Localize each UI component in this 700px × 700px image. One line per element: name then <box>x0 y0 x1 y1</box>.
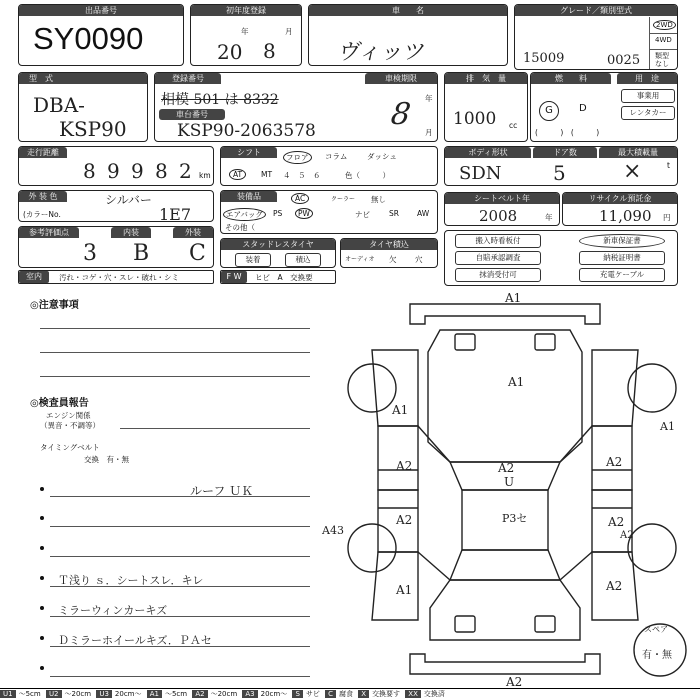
exterior-label: 外装 <box>173 227 213 238</box>
left-front-door <box>378 426 418 490</box>
yen-unit: 円 <box>663 213 671 222</box>
fw-label: F W <box>221 271 247 283</box>
rear-bumper <box>410 654 600 674</box>
timing-label: タイミングベルト <box>40 443 100 452</box>
registration-box <box>154 72 438 142</box>
interior-notes: 汚れ・コゲ・穴・スレ・破れ・シミ <box>59 273 179 282</box>
grade-code-2: 0025 <box>607 53 641 68</box>
legend-u2: U2 <box>46 690 62 698</box>
month-unit: 月 <box>285 27 293 36</box>
legend-a3: A3 <box>242 690 257 698</box>
doors-value: 5 <box>553 161 566 185</box>
use-rental: レンタカー <box>621 106 675 120</box>
spare-label: スペア <box>644 625 668 634</box>
seatbelt-label: シートベルト年 <box>445 193 559 204</box>
studless-box <box>220 238 336 268</box>
hood <box>428 330 582 462</box>
trunk <box>430 580 580 640</box>
tire-missing: 欠 <box>389 255 397 264</box>
fuel-d: D <box>579 103 587 114</box>
mark-left-front-door: A2 <box>396 459 413 473</box>
color-code: 1E7 <box>159 205 192 224</box>
note-item-1: ルーフ ＵＫ <box>190 484 254 498</box>
seatbelt-year-unit: 年 <box>545 213 553 222</box>
studless-mounted: 装着 <box>235 253 271 267</box>
interior-label: 内装 <box>111 227 151 238</box>
shift-floor: フロア <box>283 151 312 164</box>
car-name-box <box>308 4 508 66</box>
legend-u3: U3 <box>96 690 112 698</box>
car-damage-diagram <box>300 290 700 688</box>
right-rear-wheel <box>628 524 676 572</box>
shift-box <box>220 146 438 186</box>
model-label: 型 式 <box>19 73 147 84</box>
mark-hood: A1 <box>508 375 525 389</box>
equip-ps: PS <box>273 209 283 218</box>
car-name-label: 車 名 <box>309 5 507 16</box>
car-name: ヴィッツ <box>335 40 428 65</box>
lot-number-label: 出品番号 <box>19 5 183 16</box>
fuel-g: G <box>539 101 559 121</box>
year-unit: 年 <box>241 27 249 36</box>
mileage-digit-4: 8 <box>155 159 168 183</box>
recycle-box <box>562 192 678 226</box>
equip-navi: ナビ <box>355 210 370 219</box>
note-item-5: Ｄミラーホイールキズ．ＰＡセ <box>58 634 212 647</box>
mileage-digit-2: 9 <box>107 159 120 183</box>
seatbelt-year: 2008 <box>479 207 518 225</box>
rating-value: 3 <box>83 241 97 266</box>
mark-rear-bumper: A2 <box>506 675 523 688</box>
interior-value: B <box>133 241 150 266</box>
legend-x: X <box>358 690 369 698</box>
doc-tax: 納税証明書 <box>579 251 665 265</box>
damage-legend: U1 ～5cm U2 ～20cm U3 20cm～ A1 ～5cm A2 ～20cm A3 20cm～ S サビ C 腐食 X 交換要す XX 交換済 <box>0 688 700 700</box>
model-box <box>18 72 148 142</box>
displacement-value: 1000 <box>453 109 497 129</box>
equip-pw: PW <box>295 208 313 219</box>
front-bumper <box>410 304 600 324</box>
lot-number: SY0090 <box>33 21 144 56</box>
fuel-label: 燃 料 <box>531 73 611 84</box>
registration-plate: 相模 501 は 8332 <box>161 92 279 108</box>
equip-airbag: エアバッグ <box>223 208 266 221</box>
doors-label: ドア数 <box>533 147 597 158</box>
mileage-box <box>18 146 214 186</box>
mark-roof-code: U <box>504 475 515 489</box>
tire-box <box>340 238 438 268</box>
model-line-2: KSP90 <box>59 117 127 141</box>
shift-mt: MT <box>261 170 273 179</box>
doc-charge-cable: 充電ケーブル <box>579 268 665 282</box>
engine-label: エンジン関係 <box>46 411 91 420</box>
mileage-digit-1: 8 <box>83 159 96 183</box>
equip-cooler: クーラー <box>331 196 356 203</box>
mark-right-front-wheel: A1 <box>660 420 675 433</box>
color-box <box>18 190 214 222</box>
exterior-value: C <box>189 241 206 266</box>
color-code-label: (カラーNo. <box>23 210 61 219</box>
first-registration-year: 20 <box>217 40 243 64</box>
doc-warranty: 新車保証書 <box>579 234 665 248</box>
legend-s: S <box>292 690 302 698</box>
color-label: 外 装 色 <box>19 191 67 202</box>
note-item-4: ミラーウィンカーキズ <box>58 604 168 617</box>
inspection-month: 8 <box>385 97 416 132</box>
rating-label: 参考評価点 <box>19 227 79 238</box>
recycle-label: リサイクル預託金 <box>563 193 677 204</box>
shift-column: コラム <box>325 152 348 161</box>
grade-code-1: 15009 <box>523 51 565 66</box>
caution-label: ◎注意事項 <box>30 300 79 311</box>
displacement-box <box>444 72 528 142</box>
fuel-box: 燃 料 用 途 G D ( ) ( ) 事業用 レンタカー <box>530 72 678 142</box>
mark-left-rear-fender: A1 <box>396 583 413 597</box>
mark-right-rear-fender: A2 <box>606 579 623 593</box>
note-item-3: Ｔ浅り ｓ．シートスレ．キレ <box>58 574 204 587</box>
load-unit: t <box>667 161 670 170</box>
drive-2wd: 2WD <box>653 20 676 30</box>
mark-right-rear-door-2: A2 <box>620 530 634 541</box>
doc-signboard: 搬入時看板付 <box>455 234 541 248</box>
equip-aw: AW <box>417 209 430 218</box>
mark-roof: P3セ <box>502 512 528 525</box>
legend-xx: XX <box>405 690 421 698</box>
shift-dash: ダッシュ <box>367 152 397 161</box>
mark-left-rear-wheel: A43 <box>322 524 344 537</box>
rear-window <box>450 550 560 580</box>
studless-label: スタッドレスタイヤ <box>221 239 335 250</box>
displacement-label: 排 気 量 <box>445 73 527 84</box>
mileage-digit-3: 9 <box>131 159 144 183</box>
chassis-label: 車台番号 <box>159 109 225 120</box>
mark-right-rear-door: A2 <box>608 515 625 529</box>
seatbelt-box <box>444 192 560 226</box>
grade-label: グレード／類別型式 <box>515 5 677 16</box>
color-value: シルバー <box>105 193 152 207</box>
left-rear-wheel <box>348 524 396 572</box>
doc-insurance: 自賠承認調査 <box>455 251 541 265</box>
inspection-month-unit: 月 <box>425 128 433 137</box>
spare-value: 有・無 <box>642 650 672 661</box>
fw-notes: ヒビ A 交換要 <box>255 273 313 282</box>
equip-none: 無し <box>371 195 386 204</box>
mark-windshield: A2 <box>498 461 515 475</box>
inspection-year-unit: 年 <box>425 94 433 103</box>
shift-at: AT <box>229 169 246 180</box>
use-business: 事業用 <box>621 89 675 103</box>
model-line-1: DBA- <box>33 93 85 117</box>
legend-a1: A1 <box>147 690 162 698</box>
interior-notes-label: 室内 <box>19 271 49 283</box>
equip-sr: SR <box>389 209 399 218</box>
equip-ac: AC <box>291 193 309 204</box>
chassis-number: KSP90-2063578 <box>177 121 316 141</box>
doc-deregistration: 抹消受付可 <box>455 268 541 282</box>
shift-label: シフト <box>221 147 277 158</box>
legend-u1: U1 <box>0 690 16 698</box>
lot-number-box <box>18 4 184 66</box>
shift-other: 色（ ） <box>345 171 390 180</box>
equip-other: その他（ <box>225 223 255 232</box>
timing-value: 交換 有・無 <box>84 455 129 464</box>
shift-nums: ４ ５ ６ <box>283 171 321 180</box>
documents-box <box>444 230 678 286</box>
body-value: SDN <box>459 163 502 184</box>
body-label: ボディ形状 <box>445 147 531 158</box>
interior-notes-box <box>18 270 214 284</box>
engine-sub: （異音・不調等） <box>40 421 100 430</box>
cc-unit: cc <box>509 121 518 130</box>
body-box <box>444 146 678 186</box>
first-registration-month: 8 <box>263 39 276 63</box>
first-registration-box <box>190 4 302 66</box>
equipment-box <box>220 190 438 234</box>
inspector-label: ◎検査員報告 <box>30 398 89 409</box>
km-unit: km <box>199 171 211 180</box>
left-front-wheel <box>348 364 396 412</box>
mark-left-rear-door: A2 <box>396 513 413 527</box>
load-label: 最大積載量 <box>599 147 677 158</box>
mark-front-bumper: A1 <box>505 291 522 305</box>
mark-left-fender: A1 <box>392 403 409 417</box>
tire-audio: オーディオ <box>345 256 375 263</box>
use-label: 用 途 <box>617 73 677 84</box>
rating-box <box>18 226 214 268</box>
fw-box <box>220 270 336 284</box>
tire-label: タイヤ積込 <box>341 239 437 250</box>
equipment-label: 装備品 <box>221 191 277 202</box>
legend-a2: A2 <box>192 690 207 698</box>
mileage-digit-5: 2 <box>179 159 192 183</box>
mileage-label: 走行距離 <box>19 147 67 158</box>
first-registration-label: 初年度登録 <box>191 5 301 16</box>
tire-hole: 穴 <box>415 255 423 264</box>
studless-loaded: 積込 <box>285 253 321 267</box>
registration-label: 登録番号 <box>155 73 221 84</box>
inspection-label: 車検期限 <box>365 73 437 84</box>
grade-box <box>514 4 678 70</box>
drive-4wd: 4WD <box>655 36 672 44</box>
mark-right-front-door: A2 <box>606 455 623 469</box>
type-none: 類型なし <box>655 52 669 68</box>
load-value: × <box>623 159 642 184</box>
legend-c: C <box>325 690 336 698</box>
recycle-value: 11,090 <box>599 207 652 225</box>
right-front-fender <box>592 350 638 426</box>
